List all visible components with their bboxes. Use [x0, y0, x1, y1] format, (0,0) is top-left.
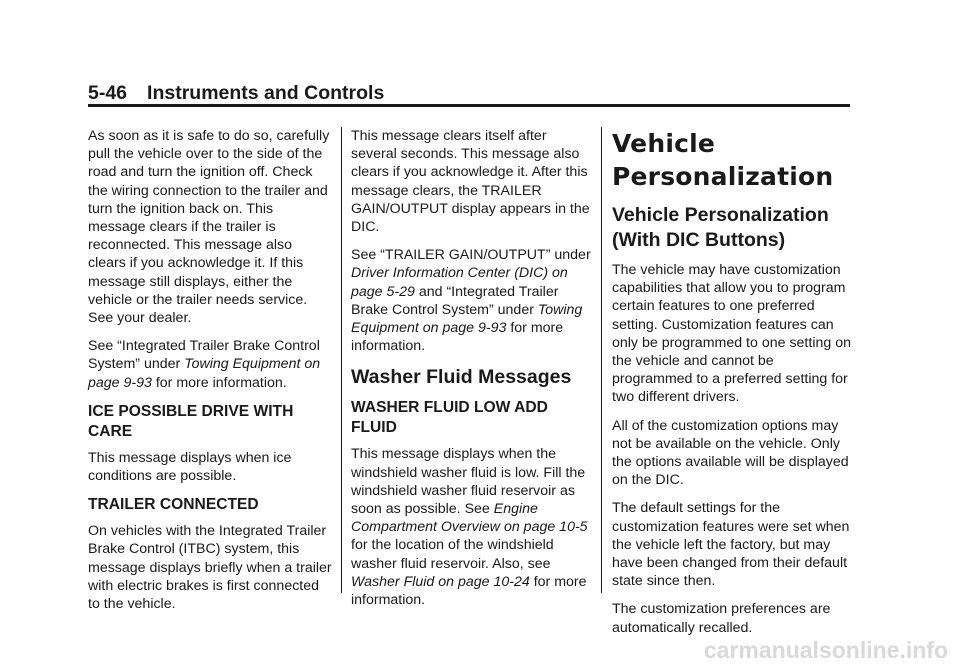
cross-reference: Driver Information Center (DIC) on page 5-29	[351, 265, 568, 300]
paragraph-recalled: The customization preferences are automatically recalled.	[612, 601, 831, 636]
page-number: 5-46	[88, 82, 128, 104]
watermark: carmanualsonline.info	[703, 637, 948, 663]
section-title: Instruments and Controls	[147, 82, 385, 104]
header-rule	[88, 104, 850, 107]
column-3	[612, 127, 852, 647]
paragraph-see-trailer-gain: See “TRAILER GAIN/OUTPUT” under Driver Information Center (DIC) on page 5-29 and “Integrated Trailer Brake Control System” under Towing Equipment on page 9-93 for more information.	[351, 247, 591, 355]
column-divider-2	[601, 127, 602, 593]
heading-washer-fluid-low: WASHER FLUID LOW ADD FLUID	[351, 399, 548, 437]
paragraph-ice: This message displays when ice conditions are possible.	[88, 449, 292, 485]
column-1	[88, 127, 332, 623]
column-divider-1	[341, 127, 342, 593]
paragraph-message-clears: This message clears itself after several seconds. This message also clears if you acknowledge it. After this message clears, the TRAILER GAIN/OUTPUT display appears in the DIC.	[351, 128, 590, 236]
heading-vehicle-personalization-dic: Vehicle Personalization (With DIC Buttons)	[612, 204, 829, 251]
column-2	[351, 127, 595, 619]
paragraph-trailer-connected: On vehicles with the Integrated Trailer Brake Control (ITBC) system, this message displays briefly when a trailer with electric brakes is first connected to the vehicle.	[88, 523, 332, 613]
heading-washer-fluid-messages: Washer Fluid Messages	[351, 366, 572, 389]
paragraph-see-itbc: See “Integrated Trailer Brake Control System” under Towing Equipment on page 9-93 for more information.	[88, 338, 321, 391]
cross-reference: Engine Compartment Overview on page 10-5	[351, 501, 588, 536]
cross-reference: Washer Fluid on page 10-24	[351, 573, 530, 590]
cross-reference: Towing Equipment on page 9-93	[88, 356, 321, 391]
paragraph-default-settings: The default settings for the customization features were set when the vehicle left the factory, but may have been changed from their default state since then.	[612, 500, 850, 590]
paragraph-customization: The vehicle may have customization capabilities that allow you to program certain features to one preferred setting. Customization features can only be programmed to one setting on the vehicle and cannot be programmed to a preferred setting for two different drivers.	[612, 262, 851, 406]
paragraph-trailer-disconnect: As soon as it is safe to do so, carefully pull the vehicle over to the side of the road and turn the ignition off. Check the wiring connection to the trailer and turn the ignition back on. This message clears if the trailer is reconnected. This message also clears if you acknowledge it. If this message still displays, either the vehicle or the trailer needs service. See your dealer.	[88, 128, 330, 327]
paragraph-washer-fluid-low: This message displays when the windshield washer fluid is low. Fill the windshield washer fluid reservoir as soon as possible. See Engine Compartment Overview on page 10-5 for the location of the windshield washer fluid reservoir. Also, see Washer Fluid on page 10-24 for more information.	[351, 446, 588, 609]
heading-trailer-connected: TRAILER CONNECTED	[88, 496, 259, 514]
cross-reference: Towing Equipment on page 9-93	[351, 301, 583, 337]
paragraph-options-available: All of the customization options may not be available on the vehicle. Only the options available will be displayed on the DIC.	[612, 417, 849, 489]
page-header	[88, 80, 850, 106]
heading-vehicle-personalization: Vehicle Personalization	[612, 129, 834, 191]
heading-ice-possible: ICE POSSIBLE DRIVE WITH CARE	[88, 402, 294, 440]
